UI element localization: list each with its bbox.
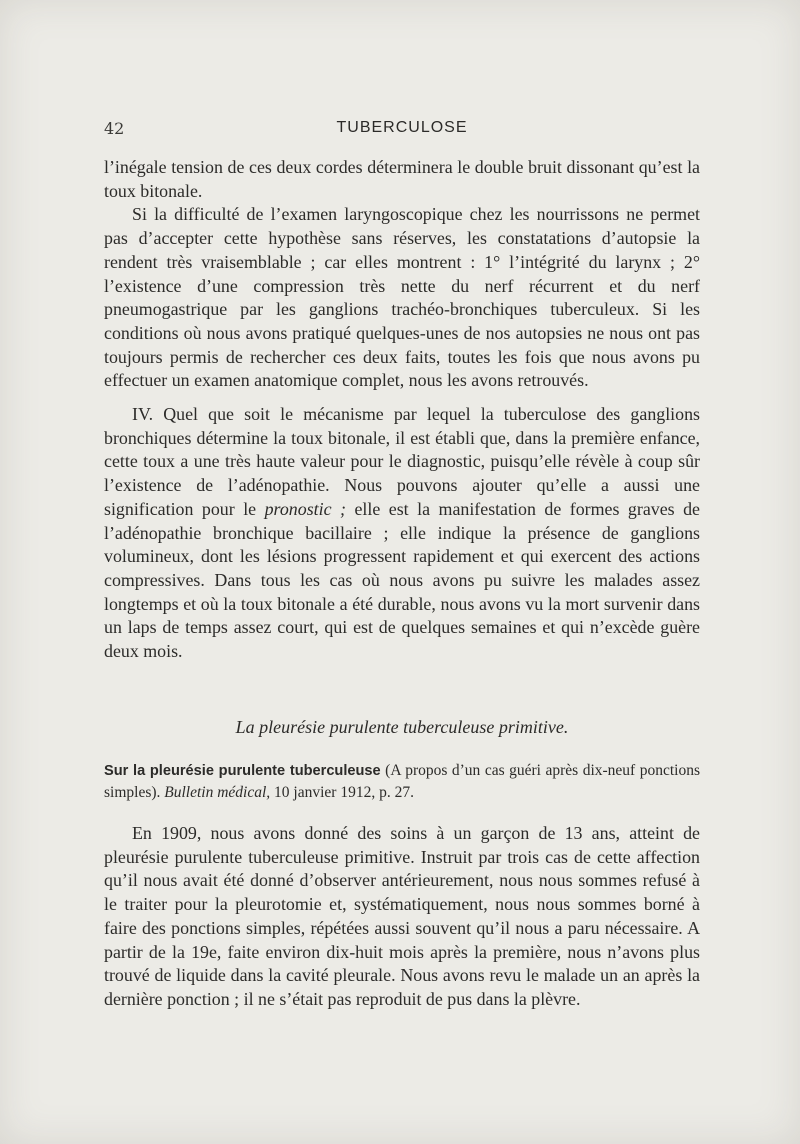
section-iv-paragraph bbox=[104, 403, 700, 664]
page-number: 42 bbox=[104, 119, 125, 138]
section-iv-text-end: elle est la manifestation de formes graves de l’adénopathie bronchique bacillaire ; elle indique la présence de ganglions volumineux, dont les lésions progressent rapidement et qui exercent des actions compressives. Dans tous les cas où nous avons pu suivre les malades assez longtemps et où la toux bitonale a été durable, nous avons vu la mort survenir dans un laps de temps assez court, qui est de quelques semaines et qui n’excède guère deux mois. bbox=[104, 498, 700, 662]
section-heading: La pleurésie purulente tuberculeuse primitive. bbox=[235, 717, 569, 737]
lower-text-block bbox=[104, 822, 700, 1012]
upper-text-block bbox=[104, 156, 700, 664]
autopsy-paragraph: Si la difficulté de l’examen laryngoscopique chez les nourrissons ne permet pas d’accepter cette hypothèse sans réserves, les constatations d’autopsie la rendent très vraisemblable ; car elles montrent : 1° l’intégrité du larynx ; 2° l’existence d’une compression très nette du nerf récurrent et du nerf pneumogastrique par les ganglions trachéo-bronchiques tuberculeux. Si les conditions où nous avons pratiqué quelques-unes de nos autopsies ne nous ont pas toujours permis de rechercher ces deux faits, toutes les fois que nous avons pu effectuer un examen anatomique complet, nous les avons retrouvés. bbox=[104, 204, 700, 391]
reference-title: Sur la pleurésie purulente tuberculeuse bbox=[104, 763, 381, 779]
bibliographic-reference bbox=[104, 760, 700, 803]
reference-journal: Bulletin médical, bbox=[164, 784, 271, 801]
reference-description: (A propos d’un cas guéri après dix-neuf ponctions simples). bbox=[104, 762, 700, 801]
reference-date-page: 10 janvier 1912, p. 27. bbox=[270, 784, 414, 801]
pronostic-italic: pronostic ; bbox=[264, 498, 346, 519]
running-title: TUBERCULOSE bbox=[336, 119, 468, 136]
page-header bbox=[104, 119, 700, 141]
section-iv-text-start: IV. Quel que soit le mécanisme par lequel la tuberculose des ganglions bronchiques détermine la toux bitonale, il est établi que, dans la première enfance, cette toux a une très haute valeur pour le diagnostic, puisqu’elle révèle à coup sûr l’existence de l’adénopathie. Nous pouvons ajouter qu’elle a aussi une signification pour le bbox=[104, 404, 700, 519]
case-paragraph: En 1909, nous avons donné des soins à un garçon de 13 ans, atteint de pleurésie purulente tuberculeuse primitive. Instruit par trois cas de cette affection qu’il nous avait été donné d’observer antérieurement, nous nous sommes refusé à le traiter pour la pleurotomie et, systématiquement, nous nous sommes borné à faire des ponctions simples, répétées aussi souvent qu’il nous a paru nécessaire. A partir de la 19e, faite environ dix-huit mois après la première, nous n’avons plus trouvé de liquide dans la cavité pleurale. Nous avons revu le malade un an après la dernière ponction ; il ne s’était pas reproduit de pus dans la plèvre. bbox=[104, 823, 700, 1009]
continuation-paragraph: l’inégale tension de ces deux cordes déterminera le double bruit dissonant qu’est la toux bitonale. bbox=[104, 157, 700, 201]
